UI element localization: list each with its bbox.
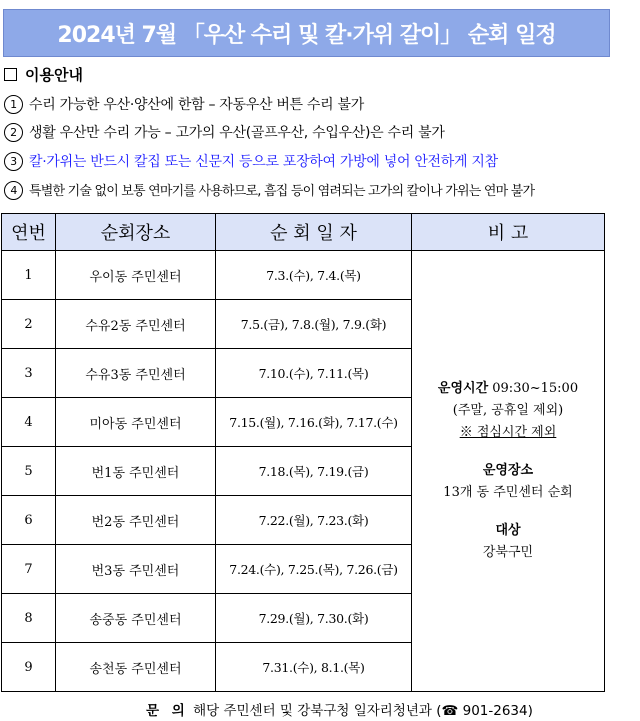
target-value: 강북구민 <box>482 545 534 560</box>
header-note: 비 고 <box>412 214 605 251</box>
row-place: 송천동 주민센터 <box>56 643 216 692</box>
circled-number-icon: 4 <box>4 181 23 200</box>
notice-item-text: 칼·가위는 반드시 칼집 또는 신문지 등으로 포장하여 가방에 넣어 안전하게 지참 <box>29 154 498 170</box>
row-dates: 7.10.(수), 7.11.(목) <box>216 349 412 398</box>
row-dates: 7.29.(월), 7.30.(화) <box>216 594 412 643</box>
row-place: 수유3동 주민센터 <box>56 349 216 398</box>
hours-value: 09:30~15:00 <box>492 381 579 396</box>
row-no: 9 <box>2 643 56 692</box>
header-dates: 순 회 일 자 <box>216 214 412 251</box>
note-cell <box>412 251 605 692</box>
table-header-row <box>2 214 605 251</box>
row-dates: 7.31.(수), 8.1.(목) <box>216 643 412 692</box>
notice-item-1 <box>4 94 364 114</box>
row-place: 미아동 주민센터 <box>56 398 216 447</box>
notice-item-text: 특별한 기술 없이 보통 연마기를 사용하므로, 흠집 등이 염려되는 고가의 칼이나 가위는 연마 불가 <box>29 184 535 199</box>
row-no: 1 <box>2 251 56 300</box>
row-no: 8 <box>2 594 56 643</box>
table-row <box>2 251 605 300</box>
contact-text: 해당 주민센터 및 강북구청 일자리청년과 (☎ 901-2634) <box>193 703 533 719</box>
row-place: 수유2동 주민센터 <box>56 300 216 349</box>
checkbox-square-icon <box>4 68 17 81</box>
page-title: 2024년 7월 「우산 수리 및 칼·가위 갈이」 순회 일정 <box>57 22 556 48</box>
place-label: 운영장소 <box>482 463 534 478</box>
circled-number-icon: 2 <box>4 123 23 142</box>
row-no: 4 <box>2 398 56 447</box>
place-value: 13개 동 주민센터 순회 <box>443 485 573 500</box>
row-place: 번3동 주민센터 <box>56 545 216 594</box>
circled-number-icon: 3 <box>4 152 23 171</box>
header-no: 연번 <box>2 214 56 251</box>
row-dates: 7.18.(목), 7.19.(금) <box>216 447 412 496</box>
notice-item-3 <box>4 151 498 171</box>
notice-item-text: 생활 우산만 수리 가능 – 고가의 우산(골프우산, 수입우산)은 수리 불가 <box>29 125 445 141</box>
row-dates: 7.5.(금), 7.8.(월), 7.9.(화) <box>216 300 412 349</box>
row-no: 5 <box>2 447 56 496</box>
hours-label: 운영시간 <box>437 381 489 396</box>
row-no: 6 <box>2 496 56 545</box>
row-no: 3 <box>2 349 56 398</box>
contact-label: 문 의 <box>146 703 189 719</box>
notice-heading-text: 이용안내 <box>25 66 83 84</box>
row-dates: 7.15.(월), 7.16.(화), 7.17.(수) <box>216 398 412 447</box>
notice-item-4 <box>4 180 534 200</box>
row-dates: 7.22.(월), 7.23.(화) <box>216 496 412 545</box>
notice-item-text: 수리 가능한 우산·양산에 한함 – 자동우산 버튼 수리 불가 <box>29 97 364 113</box>
circled-number-icon: 1 <box>4 95 23 114</box>
row-place: 번1동 주민센터 <box>56 447 216 496</box>
page-title-banner <box>3 9 610 57</box>
header-place: 순회장소 <box>56 214 216 251</box>
notice-item-2 <box>4 122 445 142</box>
lunch-note: ※ 점심시간 제외 <box>459 425 557 440</box>
row-place: 번2동 주민센터 <box>56 496 216 545</box>
row-dates: 7.3.(수), 7.4.(목) <box>216 251 412 300</box>
hours-sub: (주말, 공휴일 제외) <box>452 403 564 418</box>
row-no: 7 <box>2 545 56 594</box>
schedule-table <box>1 213 605 692</box>
row-place: 송중동 주민센터 <box>56 594 216 643</box>
row-place: 우이동 주민센터 <box>56 251 216 300</box>
row-no: 2 <box>2 300 56 349</box>
row-dates: 7.24.(수), 7.25.(목), 7.26.(금) <box>216 545 412 594</box>
notice-heading <box>4 64 83 85</box>
contact-footer <box>146 699 533 719</box>
target-label: 대상 <box>495 523 521 538</box>
